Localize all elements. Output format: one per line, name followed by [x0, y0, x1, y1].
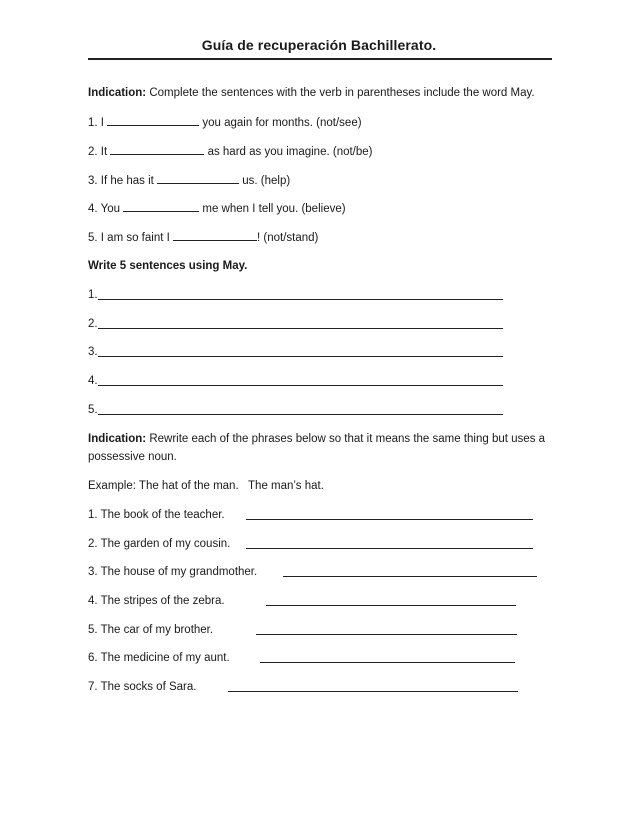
- sentence-number-5: 5.: [88, 404, 98, 416]
- sentence-line-5[interactable]: [98, 414, 503, 415]
- possessive-answer-line-3[interactable]: [283, 576, 537, 577]
- possessive-answer-line-4[interactable]: [266, 605, 516, 606]
- sentence-number-3: 3.: [88, 346, 98, 358]
- sentence-line-2[interactable]: [98, 328, 503, 329]
- answer-blank[interactable]: [107, 114, 199, 126]
- indication-label: Indication:: [88, 87, 147, 99]
- verb-sentence-5: [88, 229, 318, 246]
- possessive-answer-line-7[interactable]: [228, 691, 518, 692]
- answer-blank[interactable]: [157, 172, 239, 184]
- possessive-item-2: 2. The garden of my cousin.: [88, 538, 231, 550]
- sentence-end: ! (not/stand): [257, 232, 319, 244]
- indication-label: Indication:: [88, 433, 147, 445]
- sentence-end: us. (help): [239, 175, 291, 187]
- possessive-item-4: 4. The stripes of the zebra.: [88, 595, 225, 607]
- answer-blank[interactable]: [110, 143, 204, 155]
- indication-1: [88, 85, 535, 101]
- sentence-end: me when I tell you. (believe): [199, 203, 346, 215]
- possessive-answer-line-1[interactable]: [246, 519, 533, 520]
- possessive-item-7: 7. The socks of Sara.: [88, 681, 197, 693]
- possessive-answer-line-6[interactable]: [260, 662, 515, 663]
- sentence-number-2: 2.: [88, 318, 98, 330]
- sentence-start: 1. I: [88, 117, 108, 129]
- answer-blank[interactable]: [173, 229, 257, 241]
- sentence-end: you again for months. (not/see): [199, 117, 362, 129]
- indication-2-continued: possessive noun.: [88, 451, 177, 463]
- verb-sentence-2: [88, 143, 373, 160]
- sentence-number-1: 1.: [88, 289, 98, 301]
- page-title: Guía de recuperación Bachillerato.: [201, 37, 437, 53]
- verb-sentence-1: [88, 114, 362, 131]
- answer-blank[interactable]: [123, 200, 199, 212]
- possessive-answer-line-2[interactable]: [246, 548, 533, 549]
- verb-sentence-4: [88, 200, 346, 217]
- possessive-item-3: 3. The house of my grandmother.: [88, 566, 258, 578]
- sentence-line-1[interactable]: [98, 299, 503, 300]
- sentence-line-4[interactable]: [98, 385, 503, 386]
- verb-sentence-3: [88, 172, 290, 189]
- sentence-start: 3. If he has it: [88, 175, 158, 187]
- indication-2: [88, 431, 545, 447]
- indication-text: Complete the sentences with the verb in parentheses include the word May.: [149, 87, 535, 99]
- sentence-start: 4. You: [88, 203, 124, 215]
- sentence-number-4: 4.: [88, 375, 98, 387]
- example-line: Example: The hat of the man. The man’s hat.: [88, 480, 324, 492]
- sentence-start: 2. It: [88, 146, 111, 158]
- possessive-answer-line-5[interactable]: [256, 634, 517, 635]
- title-divider: [88, 58, 552, 60]
- write-sentences-heading: Write 5 sentences using May.: [88, 260, 248, 272]
- sentence-end: as hard as you imagine. (not/be): [204, 146, 373, 158]
- possessive-item-1: 1. The book of the teacher.: [88, 509, 225, 521]
- indication-text: Rewrite each of the phrases below so that it means the same thing but uses a: [149, 433, 546, 445]
- possessive-item-5: 5. The car of my brother.: [88, 624, 214, 636]
- sentence-line-3[interactable]: [98, 356, 503, 357]
- sentence-start: 5. I am so faint I: [88, 232, 174, 244]
- possessive-item-6: 6. The medicine of my aunt.: [88, 652, 230, 664]
